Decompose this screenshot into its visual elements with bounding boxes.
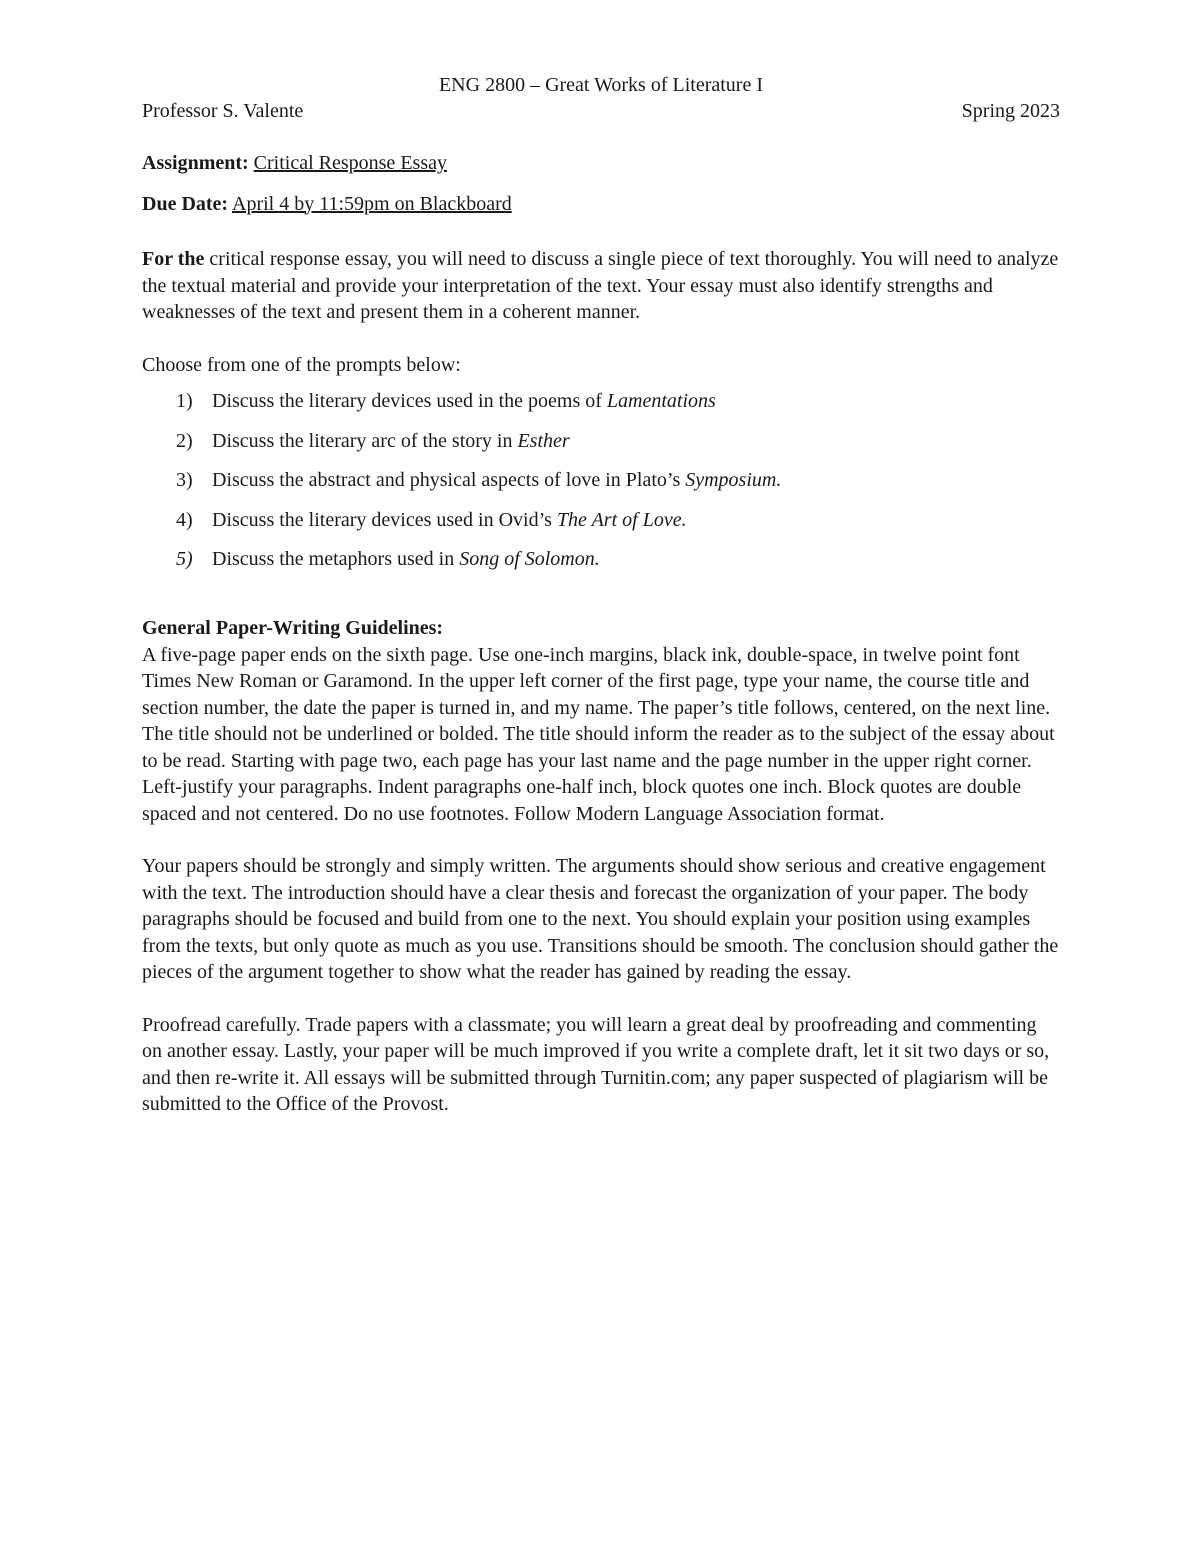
prompt-work-title: Song of Solomon. [459,548,600,570]
prompt-text [212,507,687,533]
assignment-field [142,150,1060,177]
due-date-field [142,191,1060,218]
course-title: ENG 2800 – Great Works of Literature I [438,74,764,96]
choose-instruction: Choose from one of the prompts below: [142,353,461,376]
due-date-value: April 4 by 11:59pm on Blackboard [232,192,512,215]
prompt-text-main: Discuss the abstract and physical aspects of love in Plato’s [212,469,686,491]
assignment-label: Assignment: [142,152,249,174]
list-item [142,507,1060,533]
prompt-text [212,467,781,493]
prompt-text-main: Discuss the literary devices used in the poems of [212,390,607,412]
term: Spring 2023 [961,100,1060,122]
professor-name: Professor S. Valente [142,100,304,122]
list-item [142,546,1060,572]
intro-paragraph [142,246,1060,326]
prompt-number: 4) [176,508,193,531]
prompt-work-title: Symposium. [685,469,782,491]
document-page [142,72,1060,1118]
prompt-list [142,388,1060,572]
assignment-value: Critical Response Essay [253,152,447,174]
prompt-work-title: Lamentations [606,390,716,412]
list-item [142,428,1060,454]
prompt-text-main: Discuss the literary arc of the story in [212,429,518,452]
prompt-work-title: Esther [517,429,570,452]
prompt-number: 3) [176,469,193,491]
guidelines-paragraph-1: A five-page paper ends on the sixth page. Use one-inch margins, black ink, double-space, in twelve point font Times New Roman or Garamond. In the upper left corner of the first page, type your name, the course title and section number, the date the paper is turned in, and my name. The paper’s title follows, centered, on the next line. The title should not be underlined or bolded. The title should inform the reader as to the subject of the essay about to be read. Starting with page two, each page has your last name and the page number in the upper right corner. Left-justify your paragraphs. Indent paragraphs one-half inch, block quotes one inch. Block quotes are double spaced and not centered. Do no use footnotes. Follow Modern Language Association format. [142,643,1055,825]
prompt-text [212,388,716,414]
prompt-number: 2) [176,429,193,452]
intro-lead: For the [142,248,205,270]
due-date-label: Due Date: [142,192,229,215]
list-item [142,467,1060,493]
prompt-number: 5) [176,548,193,570]
prompt-work-title: The Art of Love. [556,508,687,531]
intro-body: critical response essay, you will need to discuss a single piece of text thoroughly. You will need to analyze the textual material and provide your interpretation of the text. Your essay must also identify strengths and weaknesses of the text and present them in a coherent manner. [142,248,1059,323]
guidelines-paragraph-3: Proofread carefully. Trade papers with a classmate; you will learn a great deal by proofreading and commenting on another essay. Lastly, your paper will be much improved if you write a complete draft, let it sit two days or so, and then re-write it. All essays will be submitted through Turnitin.com; any paper suspected of plagiarism will be submitted to the Office of the Provost. [142,1013,1050,1115]
prompt-text [212,428,570,454]
prompt-text-main: Discuss the metaphors used in [212,548,460,570]
header-row [142,98,1060,124]
guidelines-heading: General Paper-Writing Guidelines: [142,617,444,639]
prompt-text-main: Discuss the literary devices used in Ovid’s [212,508,557,531]
list-item [142,388,1060,414]
prompt-number: 1) [176,390,193,412]
guidelines-paragraph-2: Your papers should be strongly and simply written. The arguments should show serious and creative engagement with the text. The introduction should have a clear thesis and forecast the organization of your paper. The body paragraphs should be focused and build from one to the next. You should explain your position using examples from the texts, but only quote as much as you use. Transitions should be smooth. The conclusion should gather the pieces of the argument together to show what the reader has gained by reading the essay. [142,855,1059,983]
prompt-text [212,546,600,572]
